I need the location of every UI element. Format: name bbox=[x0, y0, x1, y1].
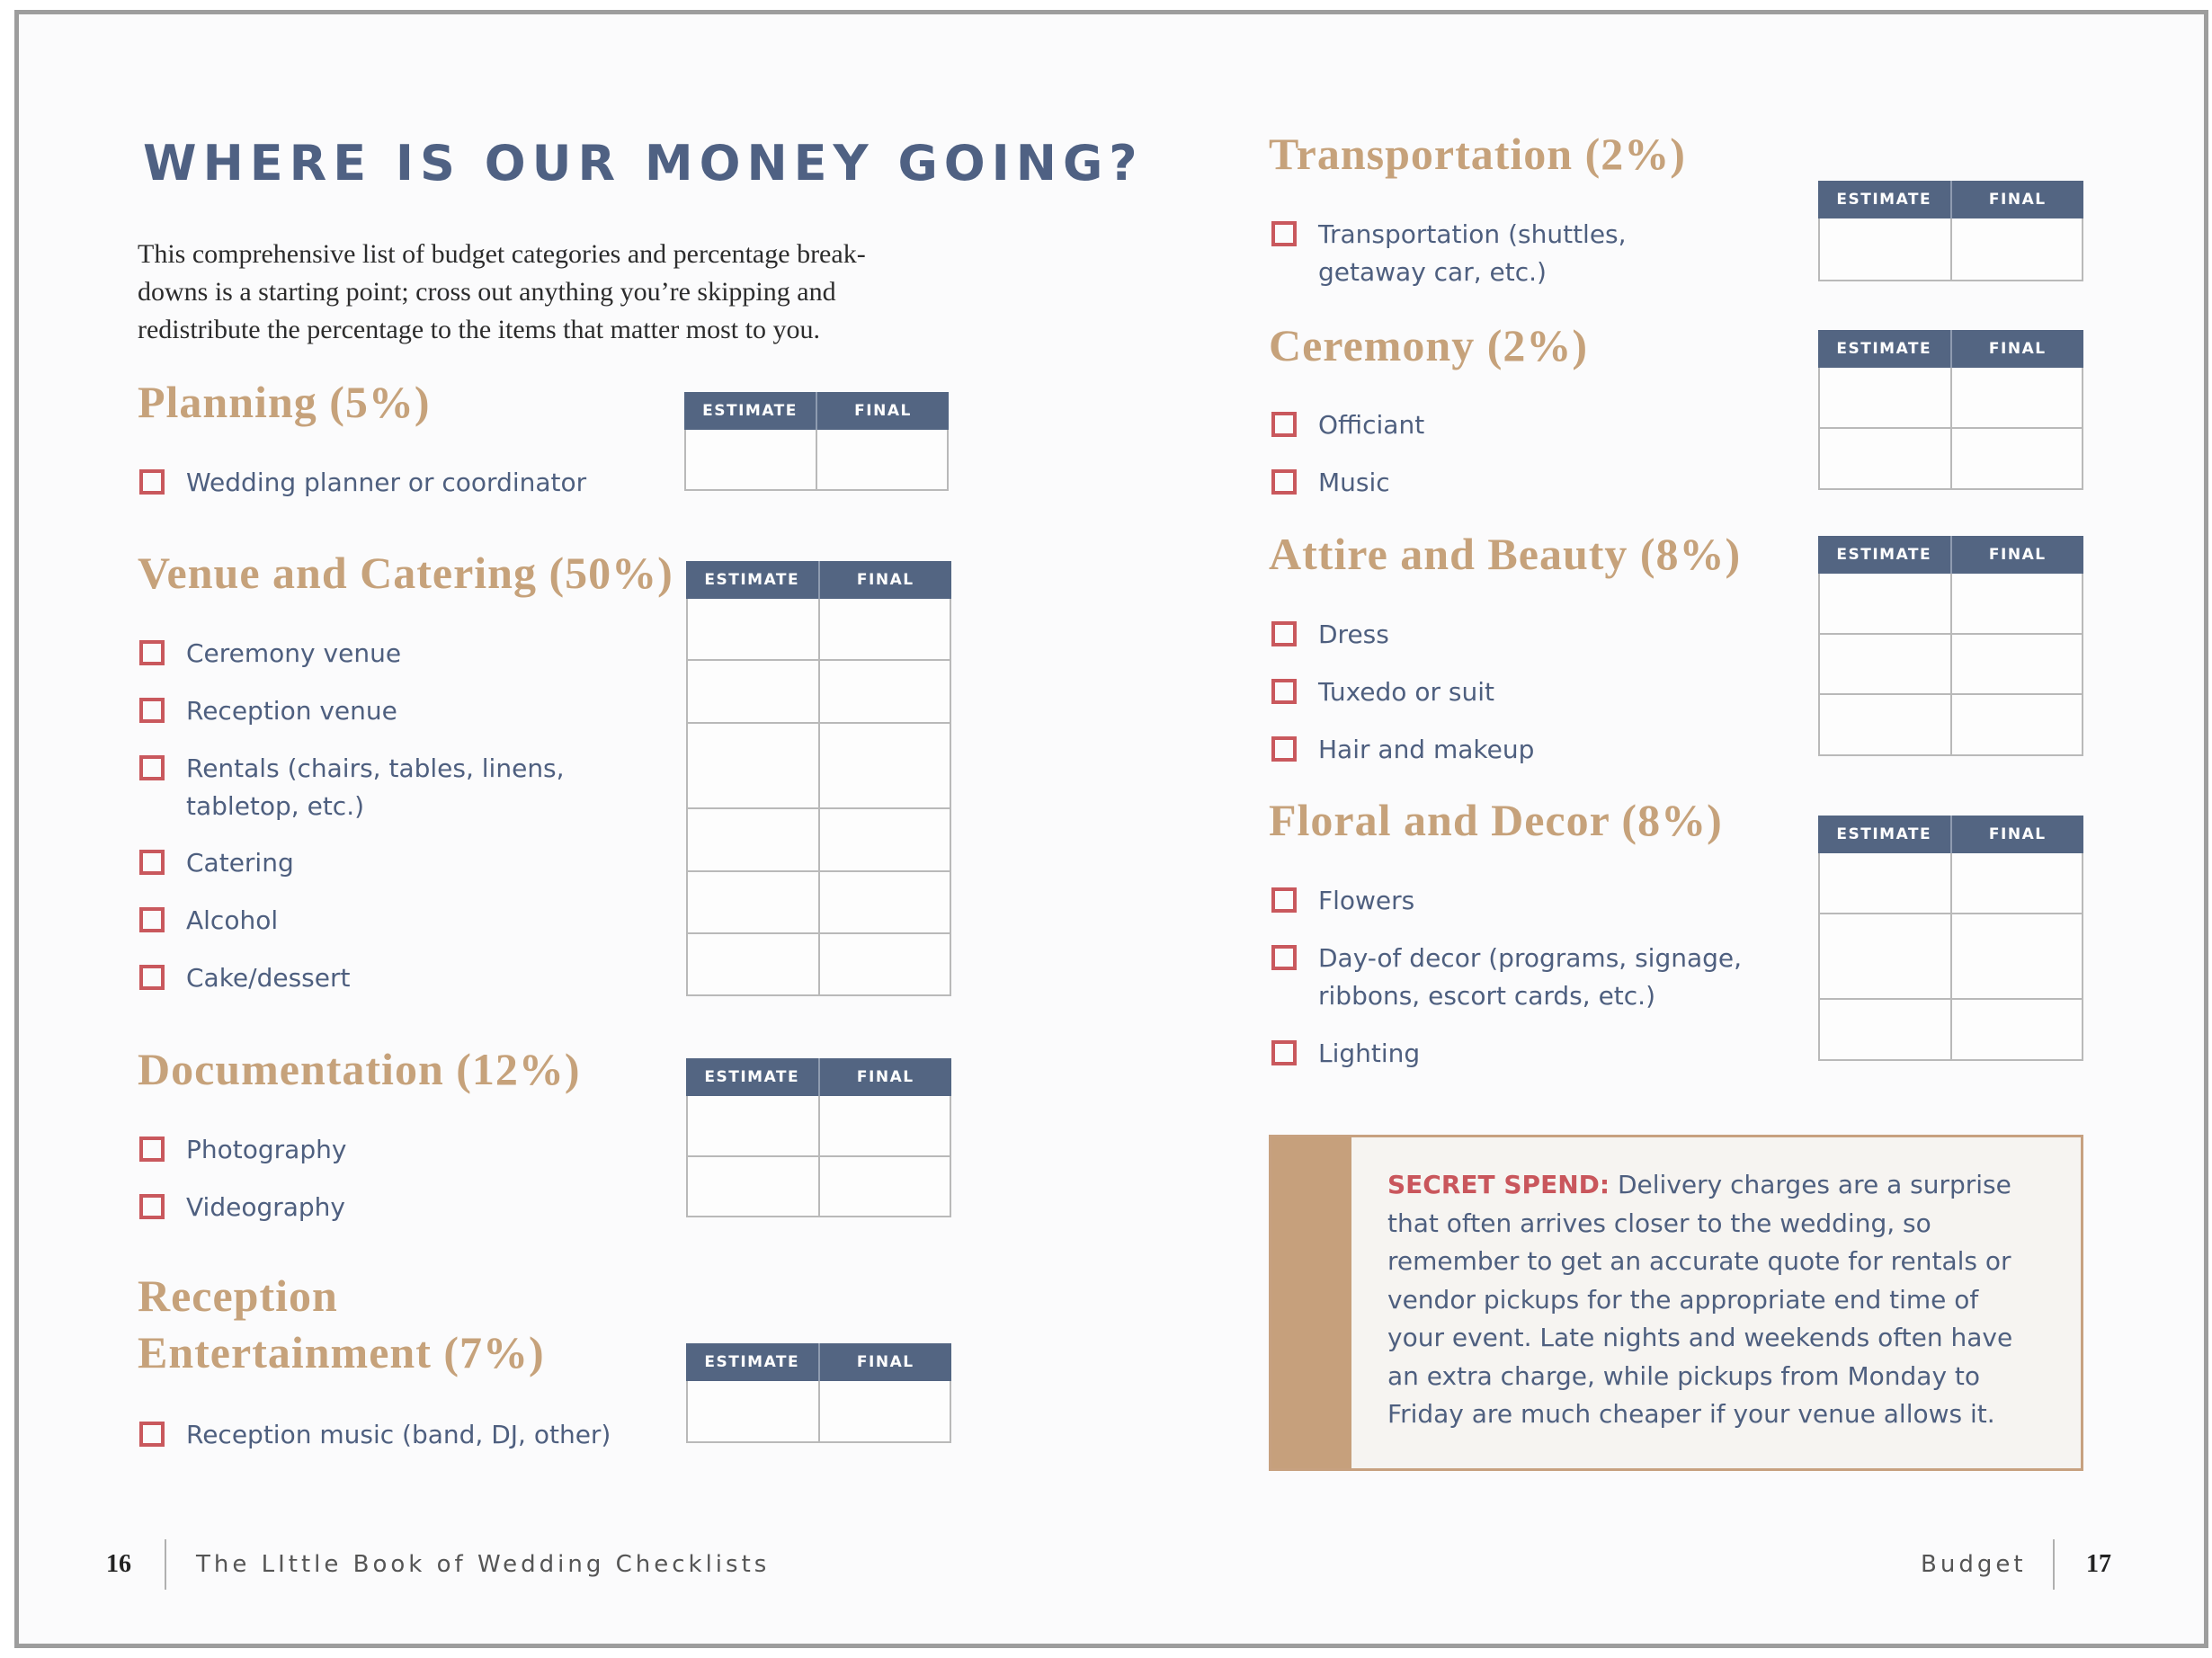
estimate-column-header: ESTIMATE bbox=[686, 561, 820, 599]
budget-table-header bbox=[1818, 181, 2083, 218]
documentation-heading: Documentation (12%) bbox=[138, 1044, 581, 1094]
estimate-cell[interactable] bbox=[686, 430, 817, 489]
final-cell[interactable] bbox=[820, 599, 950, 659]
right-page-number: 17 bbox=[2086, 1550, 2111, 1578]
budget-row bbox=[686, 872, 951, 934]
estimate-cell[interactable] bbox=[688, 1157, 820, 1216]
heading-line: Entertainment (7%) bbox=[138, 1327, 545, 1377]
checkbox[interactable] bbox=[139, 907, 165, 932]
intro-line: redistribute the percentage to the items that matter most to you. bbox=[138, 315, 820, 344]
final-cell[interactable] bbox=[1952, 914, 2083, 998]
final-cell[interactable] bbox=[820, 934, 950, 994]
final-column-header: FINAL bbox=[856, 1068, 914, 1086]
final-column-header: FINAL bbox=[1988, 546, 2047, 564]
budget-row bbox=[686, 724, 951, 809]
budget-table-header bbox=[686, 1343, 951, 1381]
ceremony-budget-table bbox=[1818, 330, 2083, 490]
documentation-budget-table bbox=[686, 1058, 951, 1217]
final-cell[interactable] bbox=[1952, 853, 2083, 913]
callout-line: your event. Late nights and weekends often have bbox=[1387, 1323, 2013, 1352]
checkbox[interactable] bbox=[1271, 221, 1297, 246]
estimate-cell[interactable] bbox=[688, 661, 820, 722]
item-label: Alcohol bbox=[186, 905, 279, 935]
item-label: Ceremony venue bbox=[186, 638, 402, 668]
item-label: Photography bbox=[186, 1135, 347, 1164]
callout-line bbox=[1387, 1166, 2053, 1205]
final-cell[interactable] bbox=[820, 661, 950, 722]
final-cell[interactable] bbox=[1952, 429, 2083, 488]
item-label: Flowers bbox=[1318, 886, 1415, 915]
planning-budget-table bbox=[684, 392, 949, 491]
checkbox[interactable] bbox=[139, 640, 165, 665]
intro-paragraph bbox=[138, 236, 929, 349]
estimate-cell[interactable] bbox=[1820, 914, 1952, 998]
estimate-column-header: ESTIMATE bbox=[1818, 181, 1952, 218]
attire-beauty-budget-table bbox=[1818, 536, 2083, 756]
planning-heading: Planning (5%) bbox=[138, 377, 431, 427]
estimate-cell[interactable] bbox=[688, 809, 820, 870]
estimate-cell[interactable] bbox=[1820, 635, 1952, 693]
budget-row bbox=[1818, 853, 2083, 914]
entertainment-budget-table bbox=[686, 1343, 951, 1443]
callout-text bbox=[1387, 1166, 2053, 1434]
final-column-header: FINAL bbox=[856, 1353, 914, 1371]
budget-row bbox=[1818, 1000, 2083, 1061]
checkbox[interactable] bbox=[1271, 945, 1297, 970]
final-cell[interactable] bbox=[817, 430, 947, 489]
callout-line: remember to get an accurate quote for rentals or bbox=[1387, 1246, 2011, 1276]
checkbox[interactable] bbox=[139, 469, 165, 495]
checkbox[interactable] bbox=[1271, 1040, 1297, 1065]
item-label: Cake/dessert bbox=[186, 963, 351, 993]
checkbox[interactable] bbox=[139, 850, 165, 875]
final-cell[interactable] bbox=[1952, 574, 2083, 633]
floral-decor-heading: Floral and Decor (8%) bbox=[1269, 795, 1723, 845]
estimate-cell[interactable] bbox=[688, 872, 820, 932]
budget-table-header bbox=[686, 561, 951, 599]
final-column-header: FINAL bbox=[854, 402, 912, 420]
checkbox[interactable] bbox=[139, 1194, 165, 1219]
checkbox[interactable] bbox=[139, 755, 165, 780]
checkbox[interactable] bbox=[1271, 736, 1297, 762]
final-cell[interactable] bbox=[820, 724, 950, 807]
section-name-footer: Budget bbox=[1921, 1551, 2027, 1578]
checkbox[interactable] bbox=[139, 1137, 165, 1162]
final-column-header: FINAL bbox=[1988, 191, 2047, 209]
callout-line: that often arrives closer to the wedding, so bbox=[1387, 1208, 1931, 1238]
estimate-column-header: ESTIMATE bbox=[1818, 816, 1952, 853]
venue-catering-heading: Venue and Catering (50%) bbox=[138, 548, 673, 598]
checkbox[interactable] bbox=[1271, 412, 1297, 437]
budget-row bbox=[686, 1381, 951, 1443]
callout-line: vendor pickups for the appropriate end time of bbox=[1387, 1284, 1979, 1315]
budget-row bbox=[686, 661, 951, 724]
item-label-line: Transportation (shuttles, bbox=[1318, 219, 1627, 249]
callout-line: Friday are much cheaper if your venue allows it. bbox=[1387, 1399, 1995, 1429]
budget-row bbox=[1818, 574, 2083, 635]
estimate-cell[interactable] bbox=[1820, 429, 1952, 488]
footer-divider bbox=[2053, 1539, 2055, 1590]
final-column-header: FINAL bbox=[1988, 340, 2047, 358]
item-label-line: tabletop, etc.) bbox=[186, 791, 365, 821]
budget-row bbox=[1818, 914, 2083, 1000]
budget-row bbox=[686, 599, 951, 661]
budget-row bbox=[1818, 218, 2083, 281]
heading-line: Reception bbox=[138, 1270, 338, 1321]
final-cell[interactable] bbox=[1952, 218, 2083, 280]
item-label-line: Day-of decor (programs, signage, bbox=[1318, 943, 1743, 973]
estimate-column-header: ESTIMATE bbox=[686, 1343, 820, 1381]
budget-table-header bbox=[1818, 816, 2083, 853]
footer-divider bbox=[165, 1539, 166, 1590]
budget-row bbox=[684, 430, 949, 491]
callout-label: SECRET SPEND: bbox=[1387, 1170, 1610, 1199]
final-cell[interactable] bbox=[820, 1381, 950, 1441]
estimate-column-header: ESTIMATE bbox=[686, 1058, 820, 1096]
estimate-column-header: ESTIMATE bbox=[684, 392, 817, 430]
item-label: Videography bbox=[186, 1192, 345, 1222]
item-label bbox=[1318, 940, 1742, 1015]
budget-row bbox=[686, 1096, 951, 1157]
checkbox[interactable] bbox=[1271, 887, 1297, 913]
final-cell[interactable] bbox=[1952, 635, 2083, 693]
left-page-number: 16 bbox=[106, 1550, 131, 1578]
budget-row bbox=[686, 1157, 951, 1217]
estimate-cell[interactable] bbox=[688, 934, 820, 994]
item-label-line: getaway car, etc.) bbox=[1318, 257, 1547, 287]
item-label bbox=[186, 750, 565, 825]
checkbox[interactable] bbox=[139, 965, 165, 990]
reception-entertainment-heading bbox=[138, 1268, 545, 1381]
final-cell[interactable] bbox=[820, 1096, 950, 1155]
estimate-column-header: ESTIMATE bbox=[1818, 536, 1952, 574]
venue-catering-budget-table bbox=[686, 561, 951, 996]
item-label: Reception music (band, DJ, other) bbox=[186, 1420, 611, 1449]
final-cell[interactable] bbox=[1952, 695, 2083, 754]
checkbox[interactable] bbox=[1271, 469, 1297, 495]
estimate-cell[interactable] bbox=[1820, 218, 1952, 280]
estimate-cell[interactable] bbox=[688, 1381, 820, 1441]
budget-row bbox=[1818, 429, 2083, 490]
checkbox[interactable] bbox=[139, 1422, 165, 1447]
item-label: Hair and makeup bbox=[1318, 735, 1535, 764]
item-label: Music bbox=[1318, 468, 1390, 497]
estimate-column-header: ESTIMATE bbox=[1818, 330, 1952, 368]
final-cell[interactable] bbox=[820, 872, 950, 932]
item-label: Catering bbox=[186, 848, 294, 878]
estimate-cell[interactable] bbox=[1820, 695, 1952, 754]
budget-table-header bbox=[1818, 536, 2083, 574]
attire-beauty-heading: Attire and Beauty (8%) bbox=[1269, 529, 1742, 579]
final-column-header: FINAL bbox=[1988, 825, 2047, 843]
estimate-cell[interactable] bbox=[1820, 853, 1952, 913]
item-label: Wedding planner or coordinator bbox=[186, 468, 587, 497]
ceremony-heading: Ceremony (2%) bbox=[1269, 320, 1589, 370]
callout-line: an extra charge, while pickups from Monday to bbox=[1387, 1360, 1981, 1391]
checkbox[interactable] bbox=[1271, 621, 1297, 646]
final-cell[interactable] bbox=[820, 809, 950, 870]
estimate-cell[interactable] bbox=[1820, 1000, 1952, 1059]
item-label bbox=[1318, 216, 1627, 291]
budget-row bbox=[686, 809, 951, 872]
estimate-cell[interactable] bbox=[688, 599, 820, 659]
item-label-line: ribbons, escort cards, etc.) bbox=[1318, 981, 1655, 1011]
budget-row bbox=[686, 934, 951, 996]
estimate-cell[interactable] bbox=[688, 1096, 820, 1155]
callout-accent-bar bbox=[1271, 1137, 1351, 1468]
final-column-header: FINAL bbox=[856, 571, 914, 589]
budget-row bbox=[1818, 695, 2083, 756]
final-cell[interactable] bbox=[820, 1157, 950, 1216]
budget-table-header bbox=[684, 392, 949, 430]
budget-table-header bbox=[1818, 330, 2083, 368]
budget-row bbox=[1818, 368, 2083, 429]
item-label-line: Rentals (chairs, tables, linens, bbox=[186, 753, 565, 783]
item-label: Officiant bbox=[1318, 410, 1425, 440]
checkbox[interactable] bbox=[1271, 679, 1297, 704]
intro-line: This comprehensive list of budget categories and percentage break- bbox=[138, 239, 866, 269]
transportation-budget-table bbox=[1818, 181, 2083, 281]
item-label: Reception venue bbox=[186, 696, 397, 726]
item-label: Dress bbox=[1318, 620, 1389, 649]
final-cell[interactable] bbox=[1952, 368, 2083, 427]
floral-decor-budget-table bbox=[1818, 816, 2083, 1061]
secret-spend-callout bbox=[1269, 1135, 2083, 1471]
callout-line-text: Delivery charges are a surprise bbox=[1610, 1170, 2011, 1199]
item-label: Lighting bbox=[1318, 1038, 1421, 1068]
page-title: WHERE IS OUR MONEY GOING? bbox=[143, 135, 1144, 192]
budget-table-header bbox=[686, 1058, 951, 1096]
budget-row bbox=[1818, 635, 2083, 695]
estimate-cell[interactable] bbox=[688, 724, 820, 807]
transportation-heading: Transportation (2%) bbox=[1269, 129, 1686, 179]
item-label: Tuxedo or suit bbox=[1318, 677, 1494, 707]
checkbox[interactable] bbox=[139, 698, 165, 723]
book-title-footer: The LIttle Book of Wedding Checklists bbox=[196, 1551, 771, 1578]
intro-line: downs is a starting point; cross out anything you’re skipping and bbox=[138, 277, 836, 307]
estimate-cell[interactable] bbox=[1820, 574, 1952, 633]
estimate-cell[interactable] bbox=[1820, 368, 1952, 427]
final-cell[interactable] bbox=[1952, 1000, 2083, 1059]
